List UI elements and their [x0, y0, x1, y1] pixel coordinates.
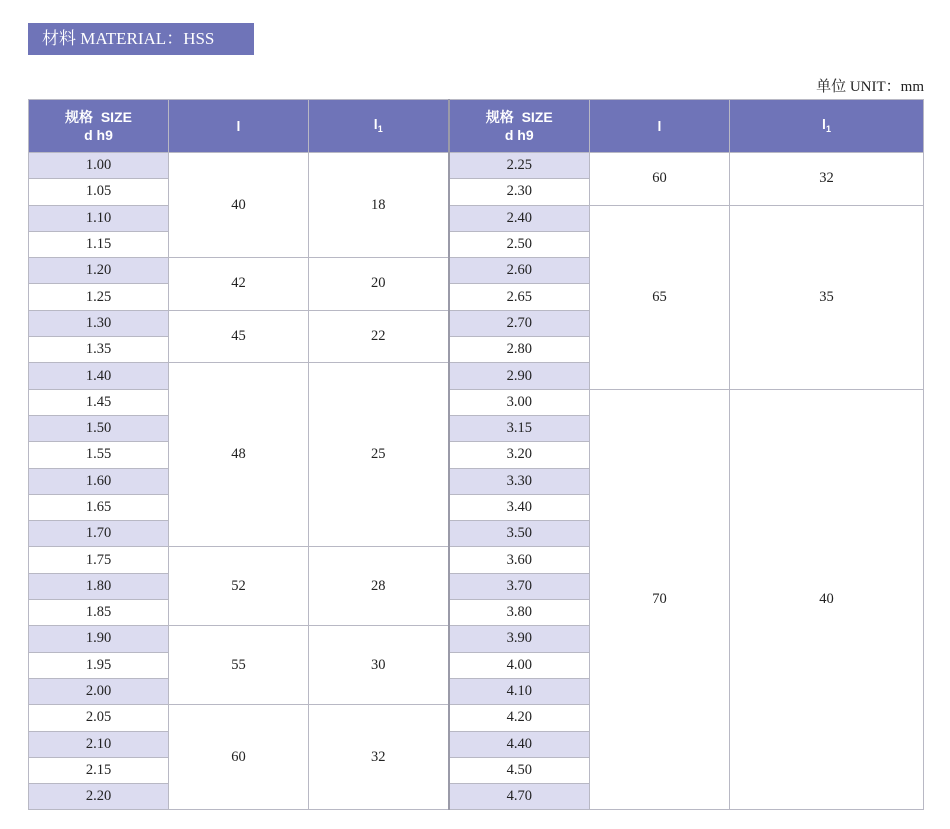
size-cell-left: 1.60 — [29, 468, 169, 494]
size-cell-left: 1.55 — [29, 442, 169, 468]
header-l1-sub: 1 — [825, 123, 831, 134]
table-row — [29, 389, 924, 415]
header-l-right — [590, 100, 730, 153]
size-cell-right: 4.10 — [449, 678, 590, 704]
size-cell-left: 1.05 — [29, 179, 169, 205]
size-cell-right: 2.50 — [449, 231, 590, 257]
header-size-cn: 规格 — [485, 109, 514, 125]
size-cell-left: 2.05 — [29, 705, 169, 731]
size-cell-left: 1.40 — [29, 363, 169, 389]
size-cell-right: 4.20 — [449, 705, 590, 731]
table-row — [29, 153, 924, 179]
header-size-sub: d h9 — [504, 127, 534, 143]
size-cell-right: 3.15 — [449, 415, 590, 441]
spec-table — [28, 99, 924, 810]
size-cell-right: 3.30 — [449, 468, 590, 494]
size-cell-right: 3.50 — [449, 521, 590, 547]
size-cell-left: 1.50 — [29, 415, 169, 441]
header-size-en: SIZE — [521, 109, 553, 125]
l1-cell-left: 22 — [309, 310, 449, 363]
size-cell-right: 4.40 — [449, 731, 590, 757]
header-l1-text: l — [373, 115, 378, 132]
l-cell-left: 42 — [169, 258, 309, 311]
header-l1-right — [730, 100, 924, 153]
size-cell-right: 2.70 — [449, 310, 590, 336]
size-cell-left: 1.80 — [29, 573, 169, 599]
size-cell-left: 1.20 — [29, 258, 169, 284]
size-cell-right: 2.65 — [449, 284, 590, 310]
size-cell-right: 3.90 — [449, 626, 590, 652]
l1-cell-right: 35 — [730, 205, 924, 389]
size-cell-left: 1.10 — [29, 205, 169, 231]
l-cell-left: 55 — [169, 626, 309, 705]
size-cell-right: 3.20 — [449, 442, 590, 468]
size-cell-right: 4.70 — [449, 784, 590, 810]
size-cell-left: 2.15 — [29, 757, 169, 783]
size-cell-left: 1.35 — [29, 337, 169, 363]
material-badge: 材料 MATERIAL：HSS — [28, 23, 254, 55]
header-l-left — [169, 100, 309, 153]
l-cell-left: 40 — [169, 153, 309, 258]
size-cell-left: 1.75 — [29, 547, 169, 573]
l1-cell-right: 32 — [730, 153, 924, 206]
l1-cell-left: 28 — [309, 547, 449, 626]
size-cell-left: 1.95 — [29, 652, 169, 678]
l1-cell-left: 32 — [309, 705, 449, 810]
l-cell-left: 45 — [169, 310, 309, 363]
l1-cell-left: 18 — [309, 153, 449, 258]
l-cell-right: 65 — [590, 205, 730, 389]
size-cell-left: 1.45 — [29, 389, 169, 415]
size-cell-right: 2.25 — [449, 153, 590, 179]
l1-cell-left: 30 — [309, 626, 449, 705]
size-cell-left: 1.70 — [29, 521, 169, 547]
size-cell-right: 3.80 — [449, 600, 590, 626]
header-l1-left — [309, 100, 449, 153]
header-size-sub: d h9 — [84, 127, 113, 143]
header-l-text: l — [657, 118, 662, 134]
size-cell-right: 3.70 — [449, 573, 590, 599]
header-l1-text: l — [822, 115, 826, 132]
l-cell-left: 48 — [169, 363, 309, 547]
size-cell-left: 1.00 — [29, 153, 169, 179]
l1-cell-right: 40 — [730, 389, 924, 810]
l-cell-left: 60 — [169, 705, 309, 810]
size-cell-right: 3.00 — [449, 389, 590, 415]
size-cell-right: 3.40 — [449, 494, 590, 520]
l-cell-left: 52 — [169, 547, 309, 626]
size-cell-left: 1.65 — [29, 494, 169, 520]
header-size-right — [449, 100, 590, 153]
size-cell-left: 1.15 — [29, 231, 169, 257]
size-cell-left: 1.85 — [29, 600, 169, 626]
l1-cell-left: 25 — [309, 363, 449, 547]
l1-cell-left: 20 — [309, 258, 449, 311]
size-cell-right: 2.60 — [449, 258, 590, 284]
size-cell-left: 2.20 — [29, 784, 169, 810]
header-size-cn: 规格 — [65, 109, 94, 125]
size-cell-left: 2.00 — [29, 678, 169, 704]
header-size-left — [29, 100, 169, 153]
size-cell-right: 2.30 — [449, 179, 590, 205]
header-l1-sub: 1 — [377, 123, 383, 134]
size-cell-right: 2.90 — [449, 363, 590, 389]
size-cell-right: 4.00 — [449, 652, 590, 678]
size-cell-left: 2.10 — [29, 731, 169, 757]
size-cell-left: 1.25 — [29, 284, 169, 310]
header-row — [29, 100, 924, 153]
size-cell-right: 2.80 — [449, 337, 590, 363]
size-cell-left: 1.30 — [29, 310, 169, 336]
size-cell-right: 2.40 — [449, 205, 590, 231]
size-cell-right: 4.50 — [449, 757, 590, 783]
header-l-text: l — [236, 118, 241, 134]
l-cell-right: 60 — [590, 153, 730, 206]
size-cell-left: 1.90 — [29, 626, 169, 652]
header-size-en: SIZE — [100, 109, 132, 125]
l-cell-right: 70 — [590, 389, 730, 810]
size-cell-right: 3.60 — [449, 547, 590, 573]
unit-label: 单位 UNIT：mm — [816, 79, 924, 95]
table-row — [29, 205, 924, 231]
